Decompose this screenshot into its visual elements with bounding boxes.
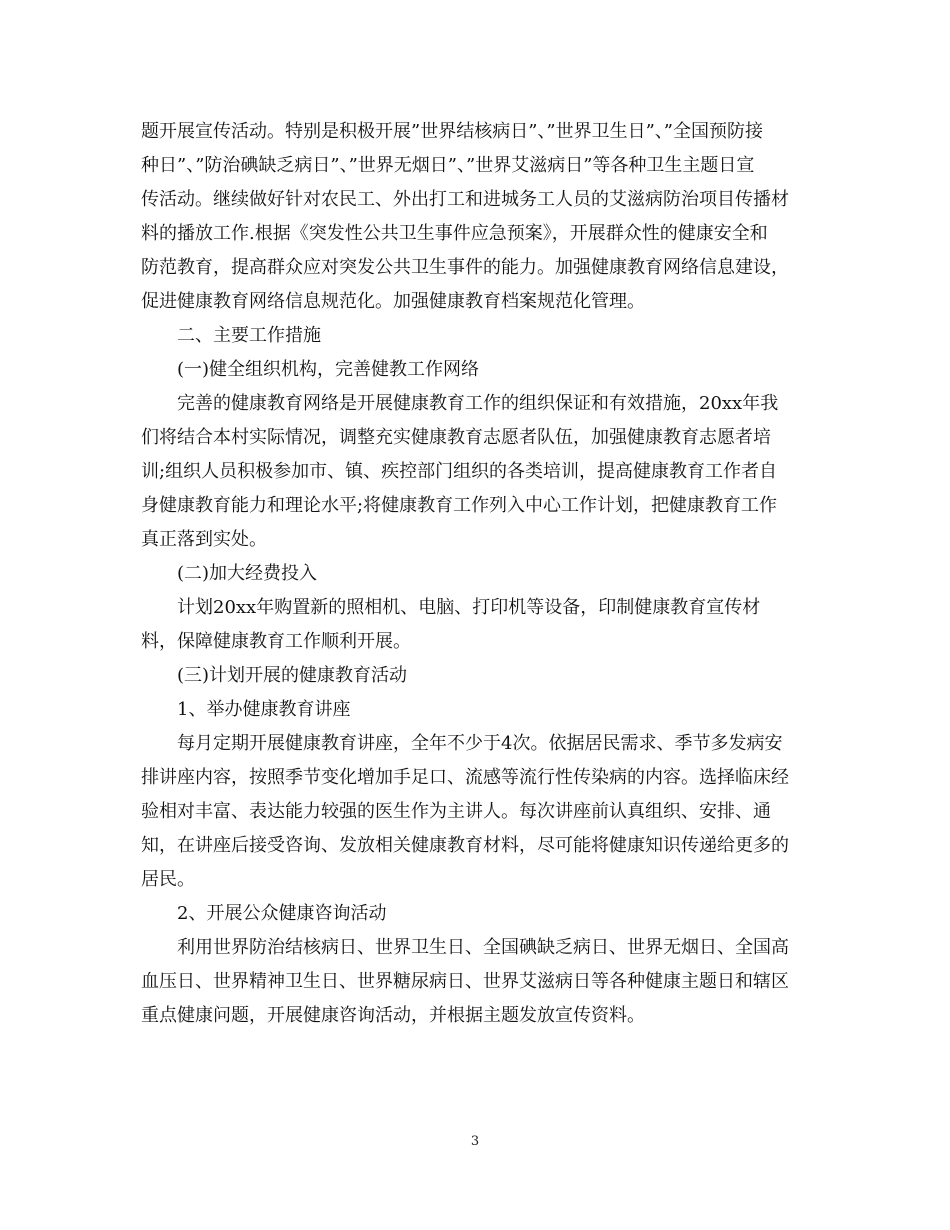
subsection-heading: (二)加大经费投入 xyxy=(177,563,318,584)
paragraph-line: 题开展宣传活动。特别是积极开展”世界结核病日”、”世界卫生日”、”全国预防接 xyxy=(141,121,764,142)
paragraph-line: 传活动。继续做好针对农民工、外出打工和进城务工人员的艾滋病防治项目传播材 xyxy=(141,189,789,210)
paragraph-line: 居民。 xyxy=(141,869,195,890)
paragraph-line: 计划20xx年购置新的照相机、电脑、打印机等设备，印制健康教育宣传材 xyxy=(177,597,761,618)
paragraph-line: 料，保障健康教育工作顺利开展。 xyxy=(141,631,411,652)
paragraph-line: 利用世界防治结核病日、世界卫生日、全国碘缺乏病日、世界无烟日、全国高 xyxy=(177,937,789,958)
paragraph-line: 重点健康问题，开展健康咨询活动，并根据主题发放宣传资料。 xyxy=(141,1005,645,1026)
paragraph-line: 种日”、”防治碘缺乏病日”、”世界无烟日”、”世界艾滋病日”等各种卫生主题日宣 xyxy=(141,155,755,176)
paragraph-line: 完善的健康教育网络是开展健康教育工作的组织保证和有效措施，20xx年我 xyxy=(177,393,779,414)
paragraph-line: 身健康教育能力和理论水平;将健康教育工作列入中心工作计划，把健康教育工作 xyxy=(141,495,778,516)
paragraph-line: 知，在讲座后接受咨询、发放相关健康教育材料，尽可能将健康知识传递给更多的 xyxy=(141,835,789,856)
paragraph-line: 血压日、世界精神卫生日、世界糖尿病日、世界艾滋病日等各种健康主题日和辖区 xyxy=(141,971,789,992)
subsection-heading: (一)健全组织机构，完善健教工作网络 xyxy=(177,359,480,380)
document-body xyxy=(141,115,811,1033)
section-heading: 二、主要工作措施 xyxy=(177,325,321,346)
paragraph-line: 促进健康教育网络信息规范化。加强健康教育档案规范化管理。 xyxy=(141,291,645,312)
paragraph-line: 们将结合本村实际情况，调整充实健康教育志愿者队伍，加强健康教育志愿者培 xyxy=(141,427,771,448)
item-heading: 2、开展公众健康咨询活动 xyxy=(177,903,387,924)
page-number: 3 xyxy=(470,1134,480,1149)
paragraph-line: 真正落到实处。 xyxy=(141,529,267,550)
paragraph-line: 验相对丰富、表达能力较强的医生作为主讲人。每次讲座前认真组织、安排、通 xyxy=(141,801,771,822)
paragraph-line: 每月定期开展健康教育讲座，全年不少于4次。依据居民需求、季节多发病安 xyxy=(177,733,783,754)
item-heading: 1、举办健康教育讲座 xyxy=(177,699,351,720)
paragraph-line: 训;组织人员积极参加市、镇、疾控部门组织的各类培训，提高健康教育工作者自 xyxy=(141,461,778,482)
paragraph-line: 料的播放工作.根据《突发性公共卫生事件应急预案》，开展群众性的健康安全和 xyxy=(141,223,768,244)
paragraph-line: 排讲座内容，按照季节变化增加手足口、流感等流行性传染病的内容。选择临床经 xyxy=(141,767,789,788)
paragraph-line: 防范教育，提高群众应对突发公共卫生事件的能力。加强健康教育网络信息建设， xyxy=(141,257,789,278)
subsection-heading: (三)计划开展的健康教育活动 xyxy=(177,665,408,686)
